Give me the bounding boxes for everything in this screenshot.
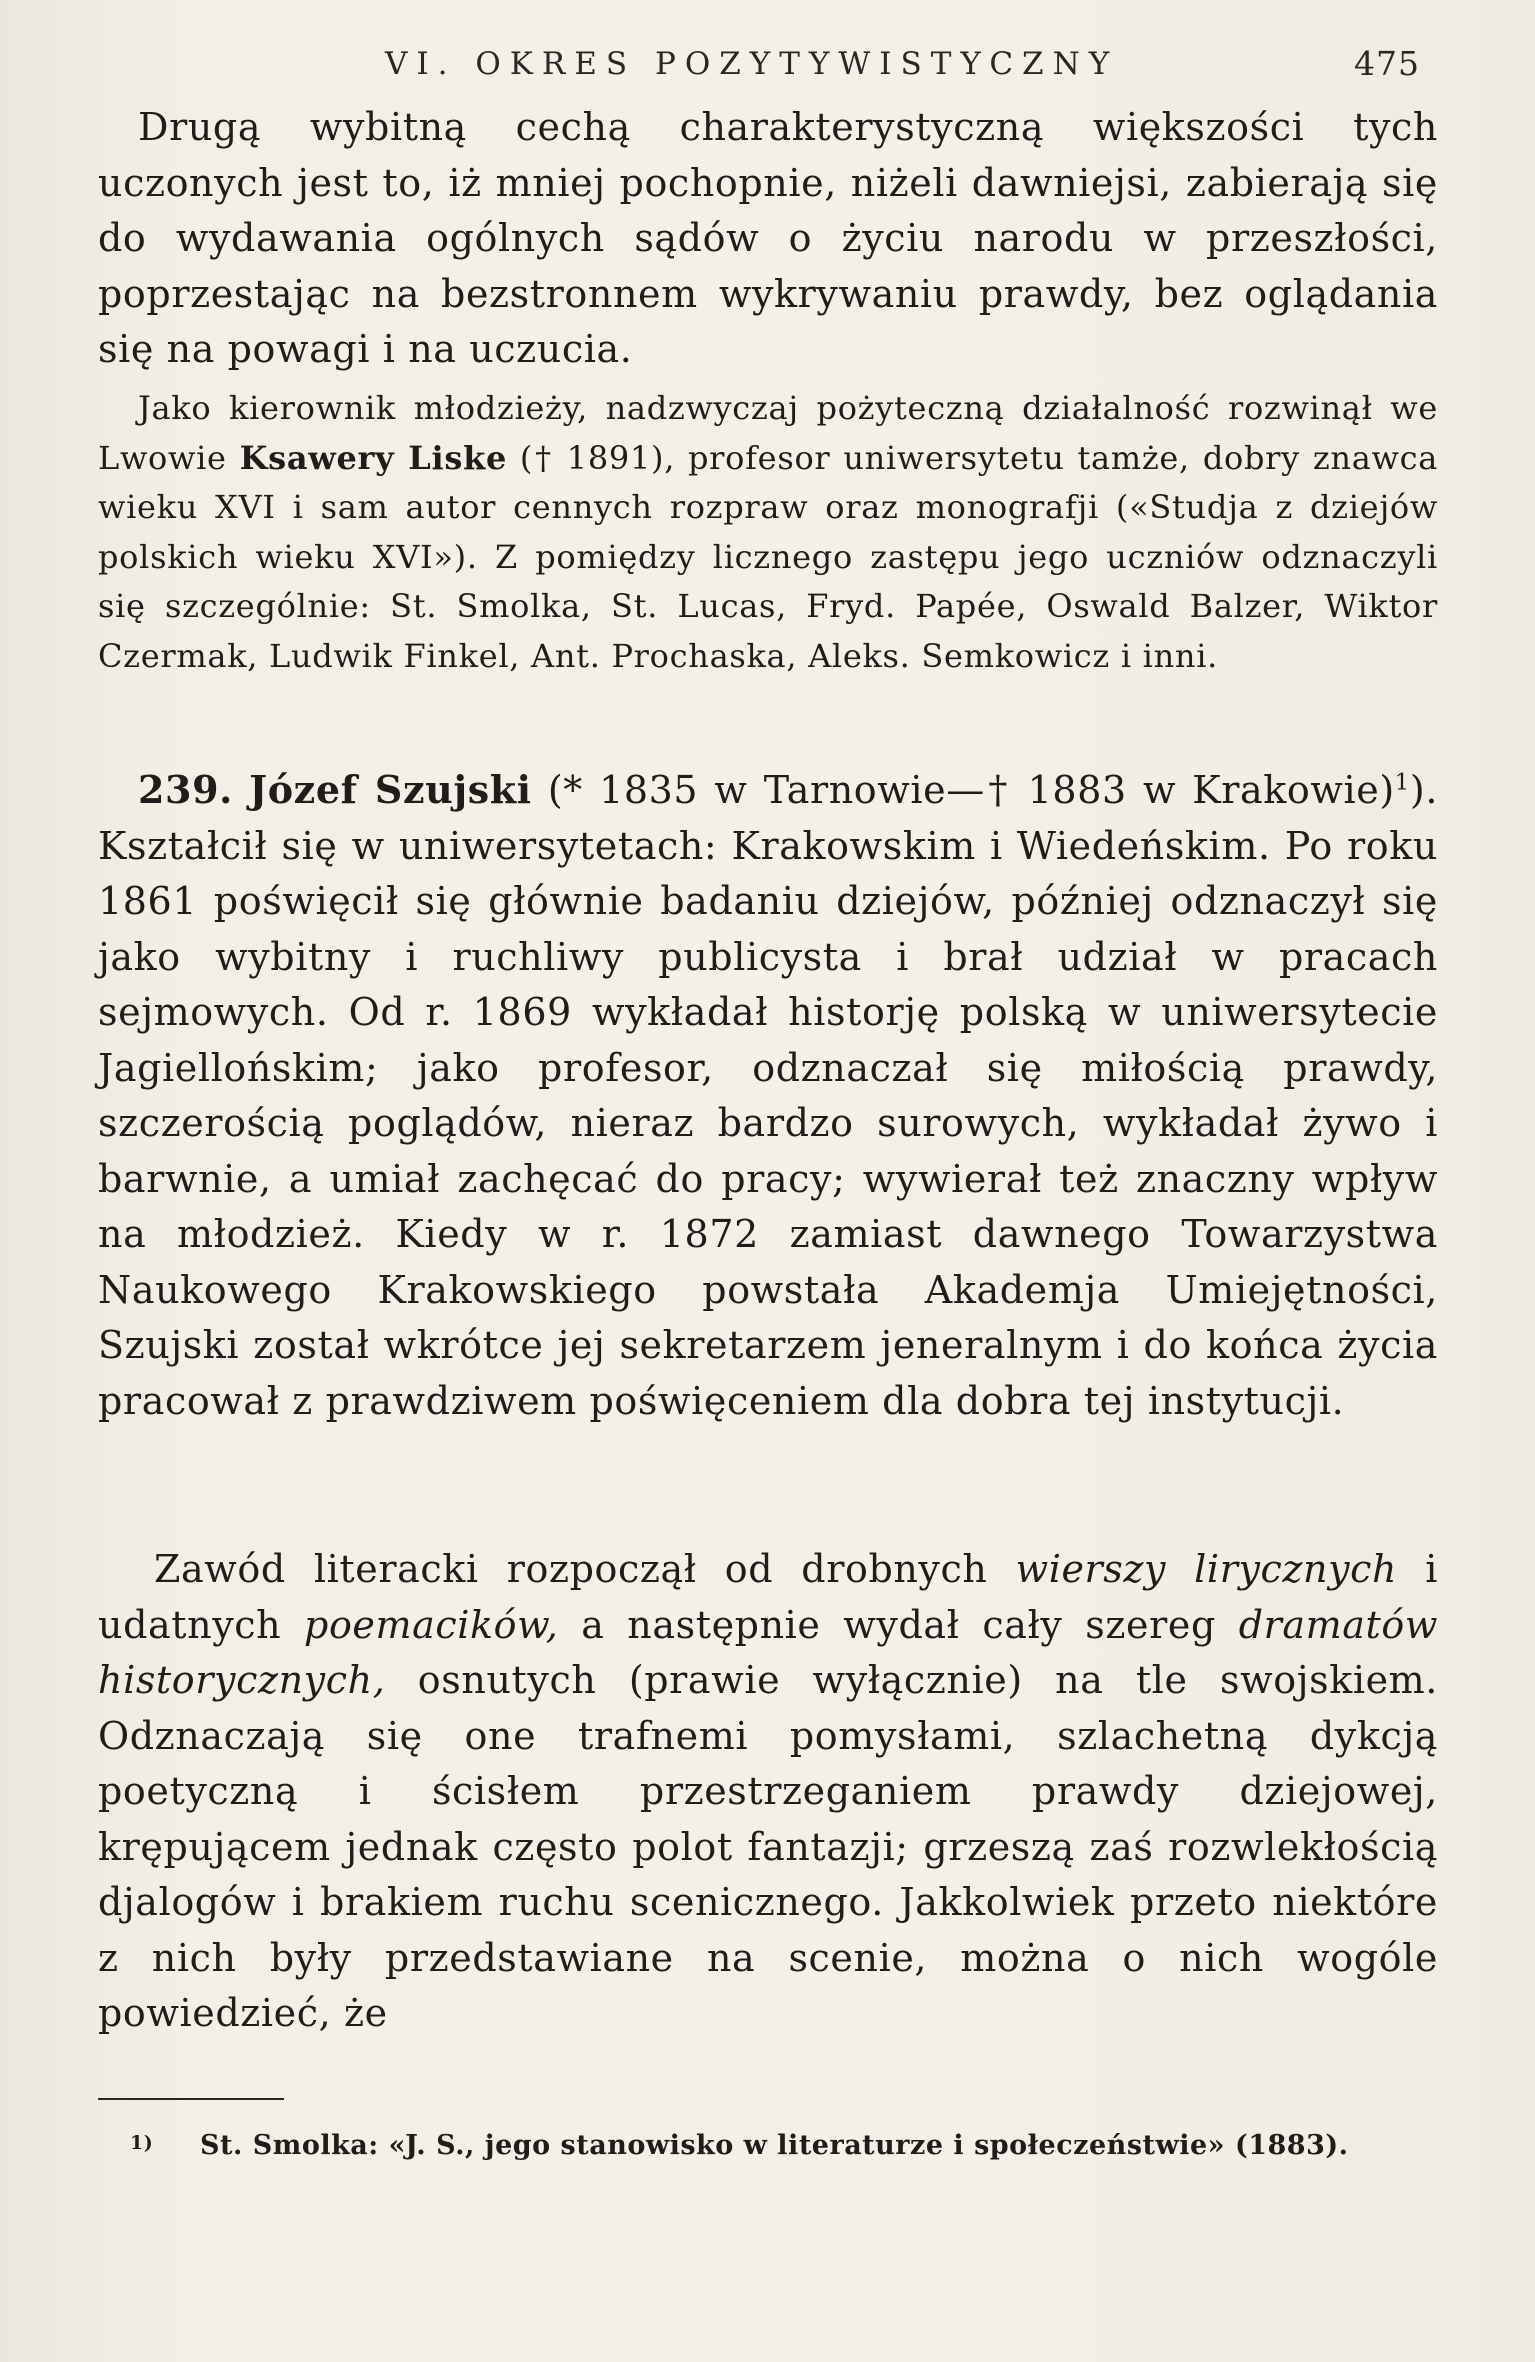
italic-term-2: poemacików, <box>304 1602 559 1647</box>
person-name-szujski: Józef Szujski <box>249 767 532 812</box>
paragraph-4-text-b: i udatnych <box>98 1547 1438 1647</box>
paragraph-4-text-c: a następnie wydał cały szereg <box>558 1602 1239 1647</box>
paragraph-2-text-b: († 1891), profesor uniwersytetu tamże, dobry znawca wieku XVI i sam autor cennych rozpraw oraz monografji («Studja z dziejów polskich wieku XVI»). Z pomiędzy licznego zastępu jego uczniów odznaczyli się szczególnie: St. Smolka, St. Lucas, Fryd. Papée, Oswald Balzer, Wiktor Czermak, Ludwik Finkel, Ant. Prochaska, Aleks. Semkowicz i inni. <box>98 438 1438 675</box>
paragraph-1 <box>98 100 1438 378</box>
footnote-reference: 1 <box>1394 769 1410 796</box>
running-header <box>385 36 1420 96</box>
section-number: 239. <box>138 767 233 812</box>
section-text-b: ). Kształcił się w uniwersytetach: Krakowskim i Wiedeńskim. Po roku 1861 poświęcił się głównie badaniu dziejów, później odznaczył się jako wybitny i ruchliwy publicysta i brał udział w pracach sejmowych. Od r. 1869 wykładał historję polską w uniwersytecie Jagiellońskim; jako profesor, odznaczał się miłością prawdy, szczerością poglądów, nieraz bardzo surowych, wykładał żywo i barwnie, a umiał zachęcać do pracy; wywierał też znaczny wpływ na młodzież. Kiedy w r. 1872 zamiast dawnego Towarzystwa Naukowego Krakowskiego powstała Akademja Umiejętności, Szujski został wkrótce jej sekretarzem jeneralnym i do końca życia pracował z prawdziwem poświęceniem dla dobra tej instytucji. <box>98 768 1438 1423</box>
paragraph-2-text-a: Jako kierownik młodzieży, nadzwyczaj pożyteczną działalność rozwinął we Lwowie <box>98 389 1438 477</box>
footnote-text: St. Smolka: «J. S., jego stanowisko w literaturze i społeczeństwie» (1883). <box>200 2130 1349 2161</box>
chapter-title: VI. OKRES POZYTYWISTYCZNY <box>385 46 1119 82</box>
italic-term-3: dramatów historycznych, <box>98 1602 1438 1702</box>
paragraph-1-text: Drugą wybitną cechą charakterystyczną większości tych uczonych jest to, iż mniej pochopnie, niżeli dawniejsi, zabierają się do wydawania ogólnych sądów o życiu narodu w przeszłości, poprzestając na bezstronnem wykrywaniu prawdy, bez oglądania się na powagi i na uczucia. <box>98 105 1438 371</box>
section-239 <box>98 762 1438 1429</box>
person-name-liske: Ksawery Liske <box>239 438 507 477</box>
footnote-mark: 1) <box>130 2132 154 2154</box>
paragraph-2-small <box>98 384 1438 681</box>
italic-term-1: wierszy lirycznych <box>1015 1547 1398 1591</box>
page-number: 475 <box>1354 44 1420 83</box>
paragraph-4-text-d: osnutych (prawie wyłącznie) na tle swojskiem. Odznaczają się one trafnemi pomysłami, szlachetną dykcją poetyczną i ścisłem przestrzeganiem prawdy dziejowej, krępującem jednak często polot fantazji; grzeszą zaś rozwlekłością djalogów i brakiem ruchu scenicznego. Jakkolwiek przeto niektóre z nich były przedstawiane na scenie, można o nich wogóle powiedzieć, że <box>98 1658 1438 2035</box>
paragraph-4 <box>98 1542 1438 2042</box>
paragraph-4-text-a: Zawód literacki rozpoczął od drobnych <box>154 1547 1016 1591</box>
section-text-a: (* 1835 w Tarnowie—† 1883 w Krakowie) <box>531 768 1395 812</box>
footnote-divider <box>98 2098 284 2100</box>
